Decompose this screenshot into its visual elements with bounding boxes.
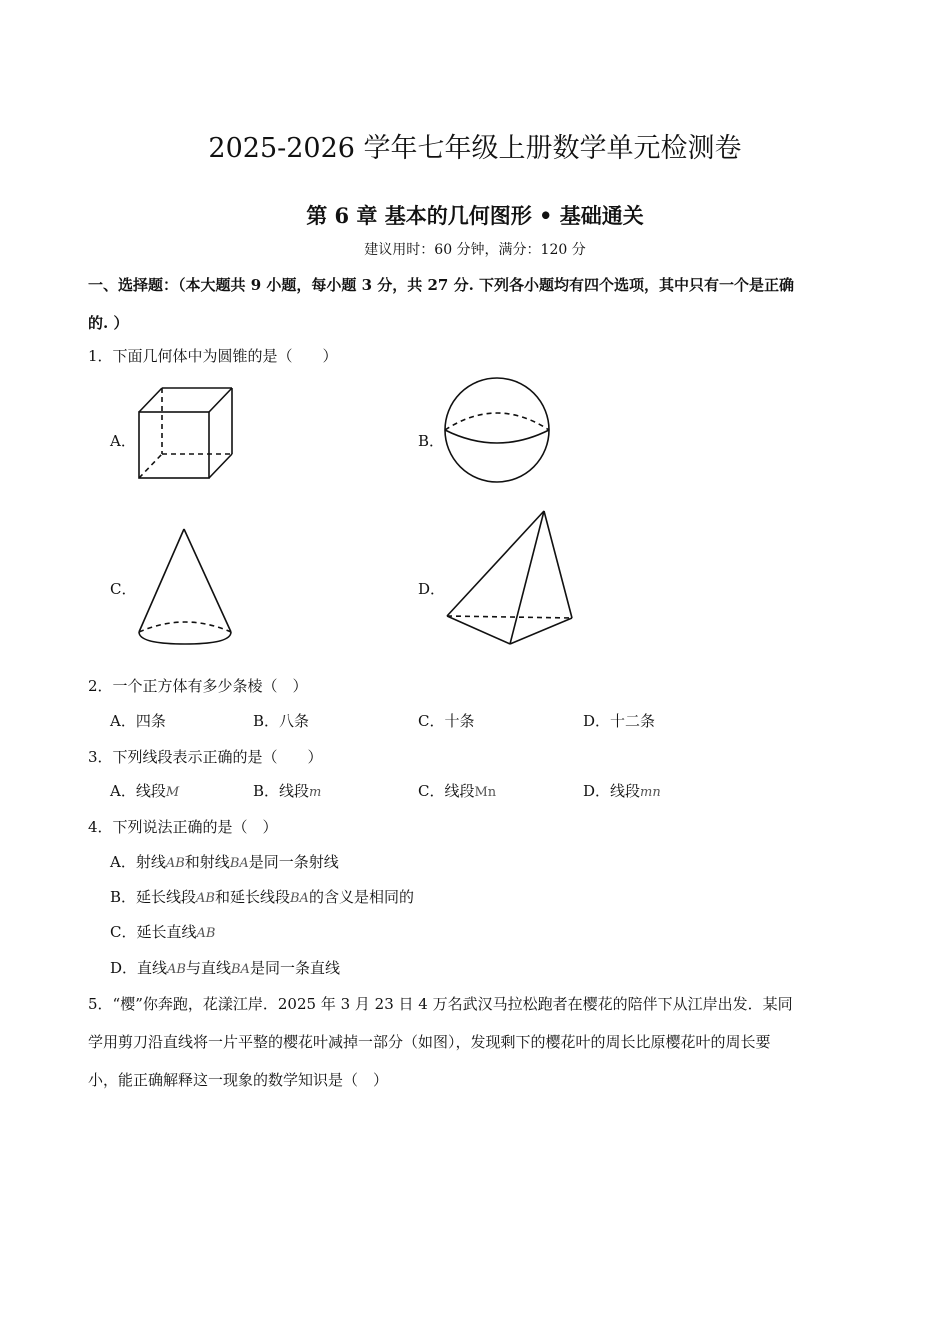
question-2-stem: 2．一个正方体有多少条棱（ ）: [88, 677, 308, 695]
q3-option-b-label: B．线段: [253, 782, 310, 800]
q4-d-text2: 与直线: [185, 959, 231, 977]
chapter-subtitle: 第 6 章 基本的几何图形 • 基础通关: [306, 203, 644, 228]
q3-option-a: [110, 780, 179, 801]
q3-option-d-var: mn: [640, 785, 661, 800]
question-5-line3: 小，能正确解释这一现象的数学知识是（ ）: [88, 1071, 389, 1089]
cone-icon: [136, 526, 236, 650]
q1-option-b-label: B．: [418, 432, 445, 450]
sphere-icon: [442, 376, 554, 484]
q4-a-text2: 和射线: [184, 853, 230, 871]
q4-b-text3: 的含义是相同的: [308, 888, 414, 906]
question-3-stem: 3．下列线段表示正确的是（ ）: [88, 748, 323, 766]
q4-b-var2: BA: [290, 891, 309, 906]
q4-option-d: [110, 957, 340, 978]
question-1-stem: 1．下面几何体中为圆锥的是（ ）: [88, 347, 338, 365]
q4-option-c: [110, 921, 215, 942]
q3-option-c: [418, 780, 496, 801]
question-5-line1: 5．“樱”你奔跑，花漾江岸．2025 年 3 月 23 日 4 万名武汉马拉松跑者在樱花的陪伴下从江岸出发．某同: [88, 995, 793, 1013]
q3-option-b-var: m: [309, 785, 322, 800]
time-score-note: 建议用时：60 分钟，满分：120 分: [364, 242, 586, 258]
q3-option-a-var: M: [165, 785, 180, 800]
cube-icon: [134, 384, 238, 482]
q3-option-d: [583, 780, 661, 801]
pyramid-icon: [444, 508, 578, 650]
q4-b-text1: B．延长线段: [110, 888, 197, 906]
q2-option-d: D．十二条: [583, 712, 656, 730]
q1-option-c-label: C．: [110, 580, 137, 598]
q3-option-d-label: D．线段: [583, 782, 641, 800]
q4-b-var1: AB: [196, 891, 215, 906]
q4-d-text3: 是同一条直线: [249, 959, 340, 977]
section-heading-line2: 的. ）: [88, 314, 129, 332]
q4-d-text1: D．直线: [110, 959, 168, 977]
q4-d-var1: AB: [167, 962, 186, 977]
q4-a-text3: 是同一条射线: [248, 853, 339, 871]
q4-c-text1: C．延长直线: [110, 923, 197, 941]
q4-d-var2: BA: [231, 962, 250, 977]
q3-option-c-var: Mn: [474, 785, 497, 800]
section-heading-line1: 一、选择题：（本大题共 9 小题，每小题 3 分，共 27 分. 下列各小题均有四个选项，其中只有一个是正确: [88, 276, 795, 294]
q4-a-text1: A．射线: [110, 853, 166, 871]
q4-option-a: [110, 851, 339, 872]
q1-option-d-label: D．: [418, 580, 446, 598]
question-5-line2: 学用剪刀沿直线将一片平整的樱花叶减掉一部分（如图），发现剩下的樱花叶的周长比原樱花叶的周长要: [88, 1033, 771, 1051]
q1-option-a-label: A．: [110, 432, 136, 450]
question-4-stem: 4．下列说法正确的是（ ）: [88, 818, 278, 836]
q4-c-var1: AB: [196, 926, 216, 941]
q2-option-b: B．八条: [253, 712, 310, 730]
q3-option-a-label: A．线段: [110, 782, 166, 800]
page-title: 2025-2026 学年七年级上册数学单元检测卷: [208, 133, 742, 164]
q2-option-a: A．四条: [110, 712, 166, 730]
q4-a-var2: BA: [229, 856, 249, 871]
q4-a-var1: AB: [165, 856, 185, 871]
q4-option-b: [110, 886, 414, 907]
q3-option-b: [253, 780, 321, 801]
q4-b-text2: 和延长线段: [214, 888, 290, 906]
q3-option-c-label: C．线段: [418, 782, 475, 800]
q2-option-c: C．十条: [418, 712, 475, 730]
